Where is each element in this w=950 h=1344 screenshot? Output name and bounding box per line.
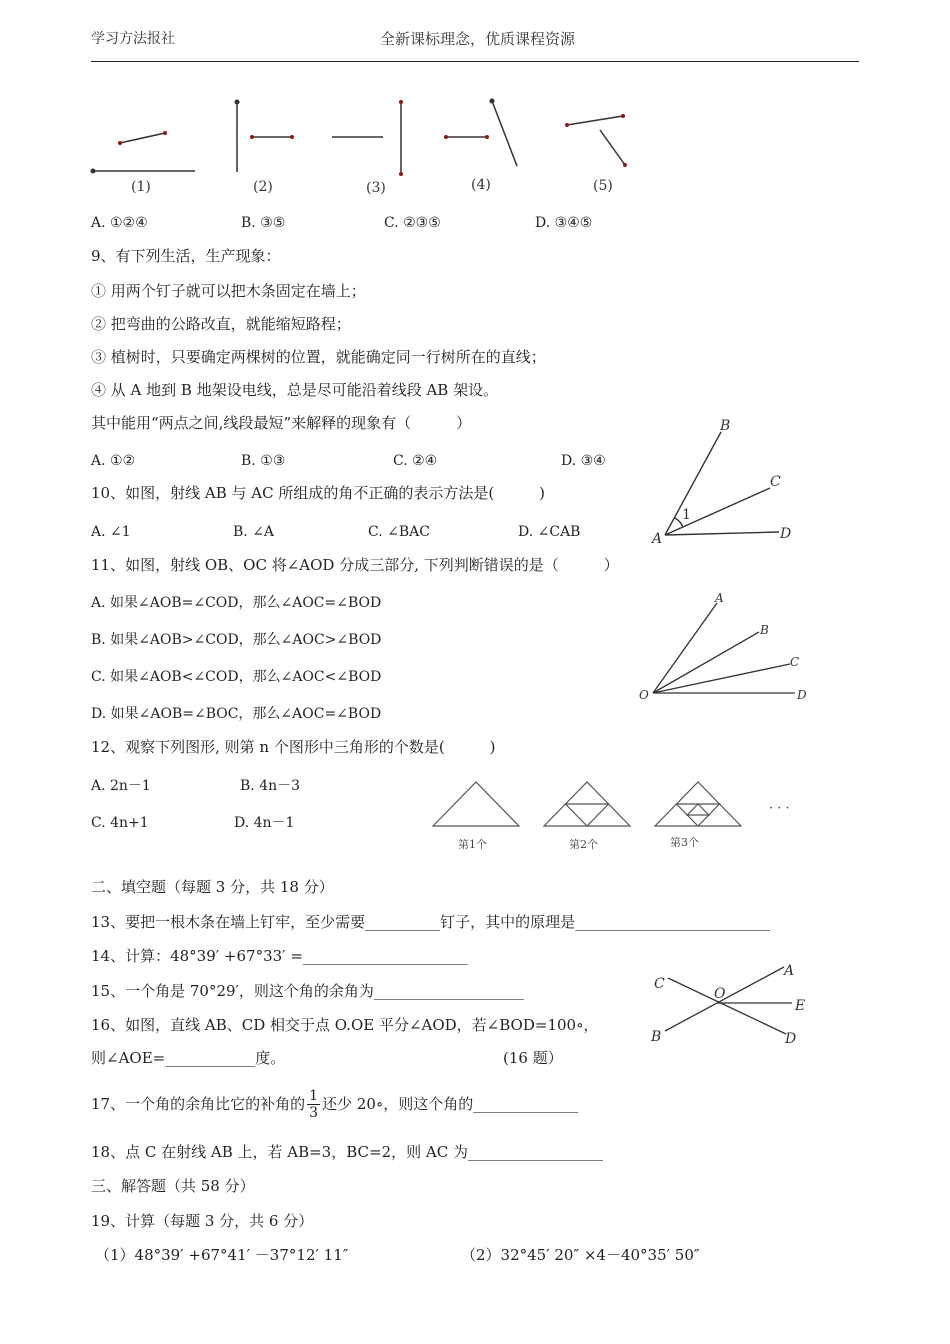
- q11-option-d: D. 如果∠AOB=∠BOC，那么∠AOC=∠BOD: [91, 706, 382, 722]
- q19-part1: （1）48°39′ +67°41′ －37°12′ 11″: [95, 1246, 349, 1264]
- header-rule: [91, 61, 859, 62]
- q16-figure: [640, 955, 820, 1055]
- fig5-segment: [567, 116, 623, 125]
- q13: 13、要把一根木条在墙上钉牢，至少需要__________钉子，其中的原理是__________________________: [91, 913, 771, 931]
- label-c: C: [654, 976, 665, 992]
- q12-option-d: D. 4n－1: [234, 815, 295, 831]
- q17-text-before: 17、一个角的余角比它的补角的: [91, 1095, 306, 1113]
- q8-option-c: C. ②③⑤: [384, 215, 441, 231]
- q9-option-a: A. ①②: [91, 453, 136, 469]
- q8-figure: [85, 92, 645, 202]
- fig2-point: [235, 100, 239, 104]
- q12-stem: 12、观察下列图形, 则第 n 个图形中三角形的个数是( ): [91, 738, 496, 756]
- q11-stem: 11、如图，射线 OB、OC 将∠AOD 分成三部分, 下列判断错误的是（ ）: [91, 556, 619, 574]
- q10-option-d: D. ∠CAB: [518, 524, 581, 540]
- q11-option-a: A. 如果∠AOB=∠COD，那么∠AOC=∠BOD: [91, 595, 382, 611]
- caption-1: 第1个: [458, 838, 487, 851]
- q11-option-c: C. 如果∠AOB<∠COD，那么∠AOC<∠BOD: [91, 669, 382, 685]
- q12-option-a: A. 2n－1: [91, 778, 151, 794]
- q9-item-1: ① 用两个钉子就可以把木条固定在墙上；: [91, 282, 366, 300]
- label-c: C: [770, 474, 781, 490]
- fig4-ray: [492, 101, 517, 166]
- ray-ac: [665, 488, 770, 535]
- q10-option-b: B. ∠A: [233, 524, 275, 540]
- fig2-point: [250, 135, 254, 139]
- fig2-point: [290, 135, 294, 139]
- q9-option-d: D. ③④: [561, 453, 606, 469]
- q9-option-c: C. ②④: [393, 453, 438, 469]
- label-angle-1: 1: [682, 507, 691, 523]
- q15: 15、一个角是 70°29′，则这个角的余角为____________________: [91, 982, 524, 1000]
- q9-item-3: ③ 植树时，只要确定两棵树的位置，就能确定同一行树所在的直线；: [91, 348, 546, 366]
- fig1-segment: [120, 133, 165, 143]
- fig4-point: [485, 135, 489, 139]
- fraction-denominator: 3: [309, 1104, 319, 1121]
- q9-stem: 9、有下列生活，生产现象：: [91, 247, 281, 265]
- ray-ob: [653, 632, 759, 693]
- label-a: A: [652, 531, 663, 547]
- q10-option-c: C. ∠BAC: [368, 524, 430, 540]
- label-a: A: [715, 591, 724, 605]
- label-c: C: [790, 655, 800, 669]
- q16-line1: 16、如图，直线 AB、CD 相交于点 O.OE 平分∠AOD，若∠BOD=100∘，: [91, 1016, 599, 1034]
- label-o: O: [639, 688, 649, 702]
- triangle-2-inner: [566, 804, 609, 826]
- label-d: D: [785, 1031, 797, 1047]
- caption-3: 第3个: [670, 836, 699, 849]
- ellipsis: · · ·: [769, 801, 790, 816]
- q9-item-2: ② 把弯曲的公路改直，就能缩短路程；: [91, 315, 351, 333]
- section-3-title: 三、解答题（共 58 分）: [91, 1177, 255, 1195]
- ray-ab: [665, 432, 721, 535]
- q11-option-b: B. 如果∠AOB>∠COD，那么∠AOC>∠BOD: [91, 632, 382, 648]
- fig3-label: (3): [366, 180, 386, 196]
- label-d: D: [797, 688, 807, 702]
- q10-stem: 10、如图，射线 AB 与 AC 所组成的角不正确的表示方法是( ): [91, 484, 546, 502]
- q16-line2: 则∠AOE=____________度。: [91, 1049, 286, 1067]
- q10-option-a: A. ∠1: [91, 524, 131, 540]
- q9-question: 其中能用“两点之间,线段最短”来解释的现象有（ ）: [91, 414, 472, 432]
- fig2-label: (2): [253, 179, 273, 195]
- fig1-label: (1): [131, 179, 151, 195]
- fraction-numerator: 1: [309, 1087, 319, 1104]
- fig1-point: [91, 169, 95, 173]
- q9-item-4: ④ 从 A 地到 B 地架设电线，总是尽可能沿着线段 AB 架设。: [91, 381, 499, 399]
- fig5-ray: [600, 130, 625, 165]
- label-b: B: [720, 418, 731, 434]
- fig3-point: [399, 172, 403, 176]
- q8-option-b: B. ③⑤: [241, 215, 286, 231]
- ray-oa: [653, 603, 717, 693]
- header-slogan: 全新课标理念，优质课程资源: [380, 30, 576, 48]
- label-d: D: [780, 526, 792, 542]
- q17-text-after: 还少 20∘，则这个角的______________: [322, 1095, 579, 1113]
- q18: 18、点 C 在射线 AB 上，若 AB=3，BC=2，则 AC 为__________________: [91, 1143, 603, 1161]
- line-cd: [668, 978, 786, 1034]
- section-2-title: 二、填空题（每题 3 分，共 18 分）: [91, 878, 334, 896]
- fig5-point: [565, 123, 569, 127]
- fig4-label: (4): [471, 177, 491, 193]
- q12-option-b: B. 4n－3: [240, 778, 301, 794]
- label-b: B: [760, 623, 769, 637]
- triangle-1: [433, 782, 519, 826]
- fig4-point: [490, 99, 494, 103]
- fig1-point: [118, 141, 122, 145]
- ray-oc: [653, 664, 790, 693]
- label-o: O: [714, 986, 726, 1002]
- q8-option-a: A. ①②④: [91, 215, 148, 231]
- q12-option-c: C. 4n+1: [91, 815, 149, 831]
- fig5-label: (5): [593, 178, 613, 194]
- fig4-point: [444, 135, 448, 139]
- label-a: A: [784, 963, 795, 979]
- q11-figure: [633, 585, 818, 710]
- q12-figure: [425, 770, 805, 860]
- triangle-3-innermost: [687, 804, 709, 815]
- q17-fraction: [307, 1088, 320, 1121]
- q17: [91, 1084, 578, 1124]
- q8-option-d: D. ③④⑤: [535, 215, 593, 231]
- ray-ad: [665, 532, 779, 535]
- header-publisher: 学习方法报社: [91, 31, 175, 47]
- q19-part2: （2）32°45′ 20″ ×4－40°35′ 50″: [461, 1246, 700, 1264]
- q16-tag: (16 题）: [503, 1049, 563, 1067]
- label-b: B: [651, 1029, 662, 1045]
- fig5-point: [621, 114, 625, 118]
- label-e: E: [795, 998, 806, 1014]
- fig3-point: [399, 100, 403, 104]
- fig1-point: [163, 131, 167, 135]
- fig5-point: [623, 163, 627, 167]
- q14: 14、计算：48°39′ +67°33′ =______________________: [91, 947, 468, 965]
- q9-option-b: B. ①③: [241, 453, 286, 469]
- q19-stem: 19、计算（每题 3 分，共 6 分）: [91, 1212, 314, 1230]
- caption-2: 第2个: [569, 838, 598, 851]
- q10-figure: [645, 410, 805, 550]
